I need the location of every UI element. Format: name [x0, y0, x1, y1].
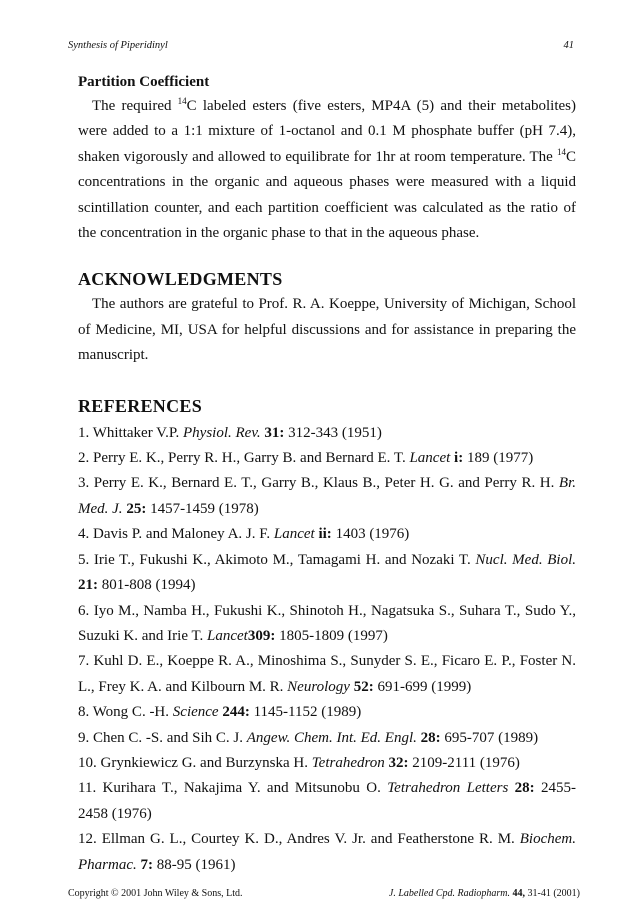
reference-journal: Lancet	[409, 450, 451, 467]
partition-coefficient-paragraph	[78, 94, 576, 246]
reference-volume: 21:	[78, 577, 98, 594]
running-head	[68, 40, 574, 51]
reference-item	[78, 827, 576, 878]
partition-text-part-3: C concentrations in the organic and aqueous phases were measured with a liquid scintillation counter, and each partition coefficient was calculated as the ratio of the concentration in the organic phase to that in the aqueous phase.	[78, 148, 576, 242]
reference-volume: 309:	[247, 627, 276, 644]
reference-item	[78, 776, 576, 827]
reference-journal: Neurology	[287, 678, 350, 695]
reference-authors: 11. Kurihara T., Nakajima Y. and Mitsunobu O.	[78, 780, 388, 797]
partition-coefficient-heading: Partition Coefficient	[78, 74, 210, 90]
reference-pages-year: 189 (1977)	[463, 450, 534, 467]
reference-journal: Tetrahedron	[311, 754, 385, 771]
reference-list	[78, 421, 576, 878]
reference-authors: 10. Grynkiewicz G. and Burzynska H.	[78, 754, 312, 771]
reference-item	[78, 471, 576, 522]
reference-volume: 244:	[218, 704, 250, 721]
references-heading: REFERENCES	[78, 395, 203, 416]
isotope-superscript-2: 14	[556, 146, 566, 157]
reference-volume: 28:	[416, 729, 441, 746]
reference-authors: 1. Whittaker V.P.	[78, 424, 184, 441]
reference-journal: Physiol. Rev.	[183, 424, 261, 441]
reference-authors: 5. Irie T., Fukushi K., Akimoto M., Tamagami H. and Nozaki T.	[78, 551, 476, 568]
reference-pages-year: 691-699 (1999)	[373, 678, 472, 695]
partition-text-part-1: The required	[92, 98, 178, 114]
reference-item	[78, 700, 576, 725]
reference-journal: Angew. Chem. Int. Ed. Engl.	[246, 729, 417, 746]
reference-pages-year: 1403 (1976)	[331, 526, 410, 543]
journal-volume: 44,	[510, 888, 525, 899]
reference-journal: Nucl. Med. Biol.	[475, 551, 576, 568]
reference-pages-year: 1145-1152 (1989)	[249, 704, 362, 721]
reference-authors: 12. Ellman G. L., Courtey K. D., Andres V. Jr. and Featherstone R. M.	[78, 831, 520, 848]
reference-authors: 6. Iyo M., Namba H., Fukushi K., Shinotoh H., Nagatsuka S., Suhara T., Sudo Y., Suzuki K. and Irie T.	[78, 602, 576, 644]
page-content	[78, 72, 576, 878]
reference-authors: 7. Kuhl D. E., Koeppe R. A., Minoshima S., Sunyder S. E., Ficaro E. P., Foster N. L., Frey K. A. and Kilbourn M. R.	[78, 653, 576, 695]
journal-citation	[389, 888, 580, 899]
reference-pages-year: 2109-2111 (1976)	[408, 754, 520, 771]
reference-authors: 3. Perry E. K., Bernard E. T., Garry B., Klaus B., Peter H. G. and Perry R. H.	[78, 475, 559, 492]
reference-pages-year: 1805-1809 (1997)	[275, 627, 388, 644]
reference-item	[78, 446, 576, 471]
running-head-title: Synthesis of Piperidinyl	[68, 40, 168, 51]
reference-volume: 32:	[384, 754, 409, 771]
reference-volume: 28:	[508, 780, 535, 797]
journal-pages: 31-41 (2001)	[525, 888, 580, 899]
reference-item	[78, 599, 576, 650]
reference-volume: i:	[450, 450, 464, 467]
reference-journal: Lancet	[273, 526, 315, 543]
reference-pages-year: 1457-1459 (1978)	[146, 500, 259, 517]
reference-volume: 52:	[349, 678, 374, 695]
reference-volume: 31:	[260, 424, 285, 441]
reference-item	[78, 421, 576, 446]
page-number: 41	[563, 40, 574, 51]
reference-pages-year: 2455-2458 (1976)	[78, 780, 576, 822]
reference-item	[78, 649, 576, 700]
acknowledgments-heading: ACKNOWLEDGMENTS	[78, 269, 283, 290]
reference-pages-year: 801-808 (1994)	[98, 577, 196, 594]
reference-pages-year: 695-707 (1989)	[440, 729, 539, 746]
reference-item	[78, 726, 576, 751]
journal-name: J. Labelled Cpd. Radiopharm.	[388, 888, 510, 899]
partition-text-part-2: C labeled esters (five esters, MP4A (5) and their metabolites) were added to a 1:1 mixture of 1-octanol and 0.1 M phosphate buffer (pH 7.4), shaken vigorously and allowed to equilibrate for 1hr at room temperature. The	[78, 98, 576, 165]
page-footer	[68, 888, 580, 899]
isotope-superscript-1: 14	[177, 96, 187, 106]
reference-item	[78, 522, 576, 547]
reference-item	[78, 751, 576, 776]
reference-authors: 8. Wong C. -H.	[78, 704, 173, 721]
reference-pages-year: 88-95 (1961)	[153, 856, 236, 873]
reference-journal: Biochem. Pharmac.	[78, 831, 576, 873]
reference-volume: 7:	[136, 856, 153, 873]
reference-authors: 9. Chen C. -S. and Sih C. J.	[78, 729, 247, 746]
reference-journal: Lancet	[207, 627, 248, 644]
reference-volume: ii:	[314, 526, 332, 543]
reference-journal: Tetrahedron Letters	[387, 780, 509, 797]
reference-journal: Br. Med. J.	[78, 475, 576, 517]
reference-volume: 25:	[122, 500, 147, 517]
reference-authors: 2. Perry E. K., Perry R. H., Garry B. and Bernard E. T.	[78, 450, 410, 467]
acknowledgments-paragraph: The authors are grateful to Prof. R. A. Koeppe, University of Michigan, School of Medicine, MI, USA for helpful discussions and for assistance in preparing the manuscript.	[78, 296, 576, 364]
copyright-notice: Copyright © 2001 John Wiley & Sons, Ltd.	[68, 888, 243, 899]
reference-authors: 4. Davis P. and Maloney A. J. F.	[78, 526, 274, 543]
reference-pages-year: 312-343 (1951)	[284, 424, 382, 441]
reference-item	[78, 548, 576, 599]
reference-journal: Science	[172, 704, 219, 721]
